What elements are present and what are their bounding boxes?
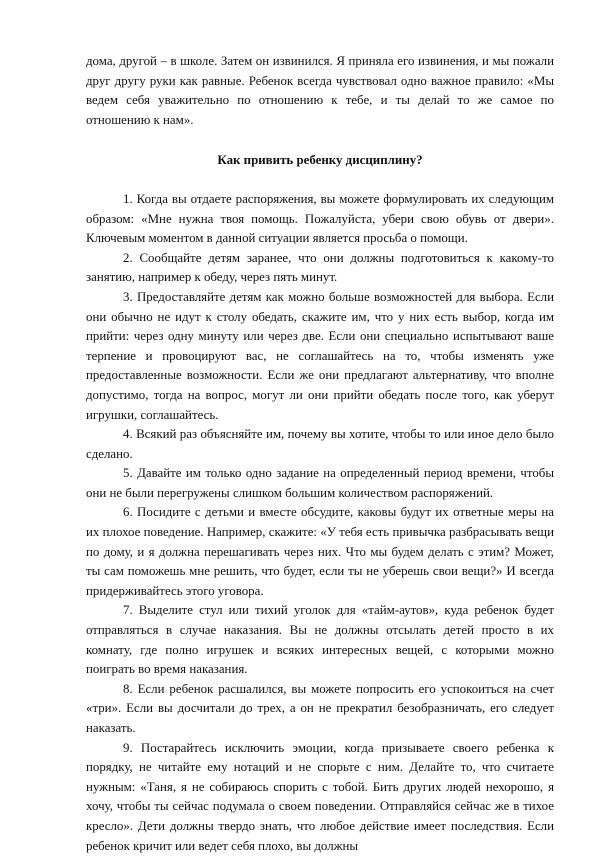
list-item-1: 1. Когда вы отдаете распоряжения, вы можете формулировать их следующим образом: «Мне нужна твоя помощь. Пожалуйста, убери свою обувь от двери». Ключевым моментом в данной ситуации является просьба о помощи. — [86, 191, 554, 246]
document-page — [86, 52, 554, 856]
list-item-3: 3. Предоставляйте детям как можно больше возможностей для выбора. Если они обычно не идут к столу обедать, скажите им, что у них есть выбор, когда им прийти: через одну минуту или через две. Если они специально испытывают ваше терпение и провоцируют вас, не соглашайтесь на то, чтобы изменять уже предоставленные возможности. Если же они предлагают альтернативу, что вполне допустимо, тогда на вопрос, могут ли они прийти обедать после того, как уберут игрушки, соглашайтесь. — [86, 289, 554, 422]
list-item-4: 4. Всякий раз объясняйте им, почему вы хотите, чтобы то или иное дело было сделано. — [86, 427, 554, 461]
list-item-2: 2. Сообщайте детям заранее, что они должны подготовиться к какому-то занятию, например к обеду, через пять минут. — [86, 250, 554, 285]
list-item-5: 5. Давайте им только одно задание на определенный период времени, чтобы они не были перегружены слишком большим количеством распоряжений. — [86, 466, 554, 500]
list-item-8: 8. Если ребенок расшалился, вы можете попросить его успокоиться на счет «три». Если вы досчитали до трех, а он не прекратил безобразничать, его следует наказать. — [86, 681, 554, 735]
section-title: Как привить ребенку дисциплину? — [217, 153, 423, 168]
list-item-9: 9. Постарайтесь исключить эмоции, когда призываете своего ребенка к порядку, не читайте ему нотаций и не спорьте с ним. Делайте то, что считаете нужным: «Таня, я не собираюсь спорить с тобой. Бить других людей нехорошо, я хочу, чтобы ты сейчас подумала о своем поведении. Отправляйся сейчас же в тихое кресло». Дети должны твердо знать, что любое действие имеет последствия. Если ребенок кричит или ведет себя плохо, вы должны — [86, 740, 554, 853]
intro-paragraph: дома, другой – в школе. Затем он извинился. Я приняла его извинения, и мы пожали друг другу руки как равные. Ребенок всегда чувствовал одно важное правило: «Мы ведем себя уважительно по отношению к тебе, и ты делай то же самое по отношению к нам». — [86, 54, 554, 127]
list-item-6: 6. Посидите с детьми и вместе обсудите, каковы будут их ответные меры на их плохое поведение. Например, скажите: «У тебя есть привычка разбрасывать вещи по дому, и я должна перешагивать через них. Что мы будем делать с этим? Может, ты сам поможешь мне решить, что будет, если ты не уберешь свои вещи?» И всегда придерживайтесь этого уговора. — [86, 505, 554, 598]
list-item-7: 7. Выделите стул или тихий уголок для «тайм-аутов», куда ребенок будет отправляться в случае наказания. Вы не должны отсылать детей просто в их комнату, где полно игрушек и всяких интересных вещей, с которыми можно поиграть во время наказания. — [86, 603, 554, 677]
